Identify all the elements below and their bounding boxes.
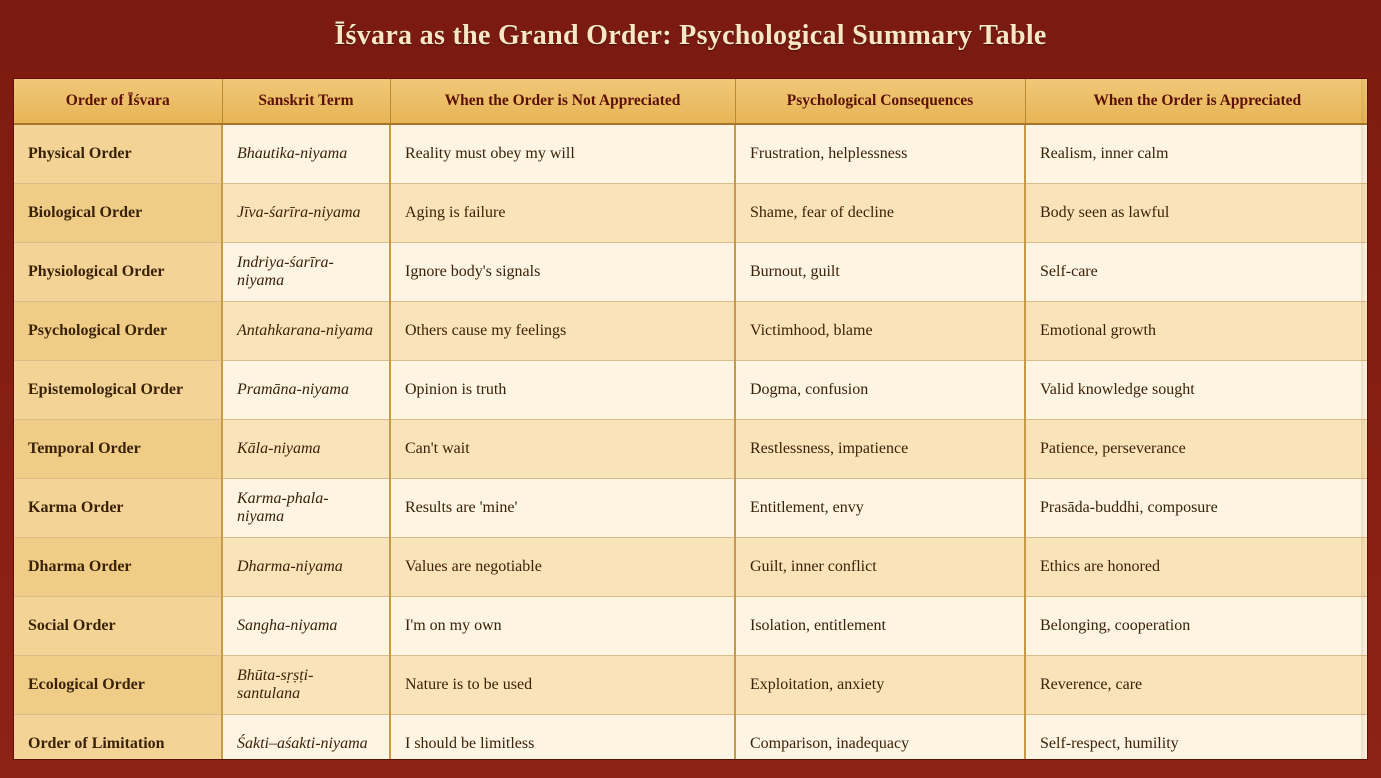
cell-order: Epistemological Order [14,361,222,420]
cell-appreciated: Realism, inner calm [1025,124,1368,184]
cell-consequences: Victimhood, blame [735,302,1025,361]
table-row [14,184,1368,243]
cell-term: Karma-phala-niyama [222,479,390,538]
column-header-consequences: Psychological Consequences [735,79,1025,124]
table-row [14,243,1368,302]
cell-order: Physiological Order [14,243,222,302]
cell-order: Social Order [14,597,222,656]
table-body [14,124,1368,760]
cell-consequences: Entitlement, envy [735,479,1025,538]
cell-consequences: Dogma, confusion [735,361,1025,420]
cell-order: Psychological Order [14,302,222,361]
cell-order: Karma Order [14,479,222,538]
cell-consequences: Burnout, guilt [735,243,1025,302]
cell-not-appreciated: Aging is failure [390,184,735,243]
table-row [14,538,1368,597]
table-row [14,656,1368,715]
cell-consequences: Shame, fear of decline [735,184,1025,243]
cell-consequences: Comparison, inadequacy [735,715,1025,761]
cell-appreciated: Self-respect, humility [1025,715,1368,761]
cell-order: Dharma Order [14,538,222,597]
cell-appreciated: Body seen as lawful [1025,184,1368,243]
cell-not-appreciated: Nature is to be used [390,656,735,715]
cell-order: Order of Limitation [14,715,222,761]
cell-term: Antahkarana-niyama [222,302,390,361]
table-row [14,597,1368,656]
summary-table [14,79,1368,760]
summary-table-container [13,78,1368,760]
table-row [14,479,1368,538]
cell-order: Biological Order [14,184,222,243]
cell-consequences: Isolation, entitlement [735,597,1025,656]
cell-term: Śakti–aśakti-niyama [222,715,390,761]
cell-term: Indriya-śarīra-niyama [222,243,390,302]
cell-consequences: Frustration, helplessness [735,124,1025,184]
cell-not-appreciated: Reality must obey my will [390,124,735,184]
table-row [14,420,1368,479]
cell-term: Kāla-niyama [222,420,390,479]
cell-term: Pramāna-niyama [222,361,390,420]
column-header-not-appreciated: When the Order is Not Appreciated [390,79,735,124]
cell-not-appreciated: I should be limitless [390,715,735,761]
cell-appreciated: Patience, perseverance [1025,420,1368,479]
cell-term: Sangha-niyama [222,597,390,656]
cell-appreciated: Emotional growth [1025,302,1368,361]
cell-appreciated: Prasāda-buddhi, composure [1025,479,1368,538]
cell-order: Ecological Order [14,656,222,715]
cell-term: Dharma-niyama [222,538,390,597]
table-header [14,79,1368,124]
cell-consequences: Guilt, inner conflict [735,538,1025,597]
cell-not-appreciated: Others cause my feelings [390,302,735,361]
table-row [14,124,1368,184]
cell-not-appreciated: Results are 'mine' [390,479,735,538]
cell-not-appreciated: Values are negotiable [390,538,735,597]
table-row [14,715,1368,761]
cell-appreciated: Belonging, cooperation [1025,597,1368,656]
cell-consequences: Exploitation, anxiety [735,656,1025,715]
table-row [14,302,1368,361]
table-header-row [14,79,1368,124]
cell-not-appreciated: Ignore body's signals [390,243,735,302]
column-header-order: Order of Īśvara [14,79,222,124]
column-header-appreciated: When the Order is Appreciated [1025,79,1368,124]
cell-appreciated: Self-care [1025,243,1368,302]
table-row [14,361,1368,420]
column-header-term: Sanskrit Term [222,79,390,124]
cell-not-appreciated: I'm on my own [390,597,735,656]
cell-order: Physical Order [14,124,222,184]
cell-term: Jīva-śarīra-niyama [222,184,390,243]
cell-order: Temporal Order [14,420,222,479]
cell-term: Bhautika-niyama [222,124,390,184]
cell-consequences: Restlessness, impatience [735,420,1025,479]
cell-appreciated: Reverence, care [1025,656,1368,715]
page-title: Īśvara as the Grand Order: Psychological Summary Table [334,20,1047,51]
cell-not-appreciated: Opinion is truth [390,361,735,420]
cell-appreciated: Ethics are honored [1025,538,1368,597]
title-bar [0,0,1381,72]
cell-term: Bhūta-sṛṣṭi-santulana [222,656,390,715]
cell-not-appreciated: Can't wait [390,420,735,479]
cell-appreciated: Valid knowledge sought [1025,361,1368,420]
